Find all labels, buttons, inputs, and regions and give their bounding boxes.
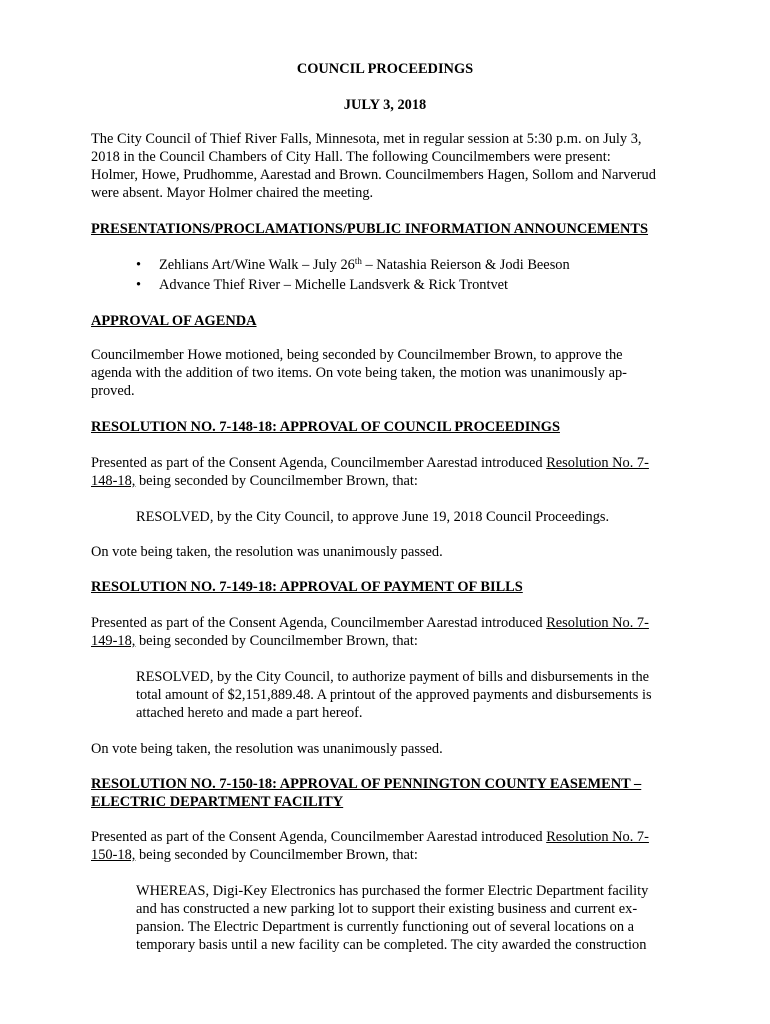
res149-heading: RESOLUTION NO. 7-149-18: APPROVAL OF PAYMENT OF BILLS <box>91 579 523 595</box>
resolution-link: Resolution No. 7- <box>546 455 649 471</box>
resolved-line: attached hereto and made a part hereof. <box>136 705 363 721</box>
bullet-icon: • <box>136 257 142 273</box>
res148-intro <box>91 454 691 490</box>
intro-paragraph <box>91 130 691 202</box>
item-text: Advance Thief River – Michelle Landsverk & Rick Trontvet <box>159 277 509 293</box>
intro-text: being seconded by Councilmember Brown, that: <box>135 847 418 863</box>
intro-text: being seconded by Councilmember Brown, that: <box>135 633 418 649</box>
agenda-line: Councilmember Howe motioned, being seconded by Councilmember Brown, to approve the <box>91 347 623 363</box>
res150-whereas <box>136 882 691 954</box>
res148-resolved: RESOLVED, by the City Council, to approve June 19, 2018 Council Proceedings. <box>136 509 610 525</box>
agenda-line: agenda with the addition of two items. On vote being taken, the motion was unanimously ap- <box>91 365 627 381</box>
res149-resolved <box>136 668 691 722</box>
intro-text: Presented as part of the Consent Agenda, Councilmember Aarestad introduced <box>91 615 547 631</box>
intro-text: Presented as part of the Consent Agenda, Councilmember Aarestad introduced <box>91 455 547 471</box>
whereas-line: and has constructed a new parking lot to support their existing business and current ex- <box>136 901 638 917</box>
resolved-line: RESOLVED, by the City Council, to authorize payment of bills and disbursements in the <box>136 669 650 685</box>
res150-heading <box>91 775 691 811</box>
whereas-line: WHEREAS, Digi-Key Electronics has purchased the former Electric Department facility <box>136 883 649 899</box>
intro-line: were absent. Mayor Holmer chaired the meeting. <box>91 185 374 201</box>
item-text: Zehlians Art/Wine Walk – July 26 <box>159 257 355 273</box>
intro-line: The City Council of Thief River Falls, Minnesota, met in regular session at 5:30 p.m. on July 3, <box>91 131 642 147</box>
bullet-icon: • <box>136 277 142 293</box>
res149-intro <box>91 614 691 650</box>
intro-line: Holmer, Howe, Prudhomme, Aarestad and Brown. Councilmembers Hagen, Sollom and Narverud <box>91 167 656 183</box>
heading-line: RESOLUTION NO. 7-150-18: APPROVAL OF PENNINGTON COUNTY EASEMENT – <box>91 776 642 792</box>
res148-vote: On vote being taken, the resolution was unanimously passed. <box>91 544 443 560</box>
resolution-link: 150-18, <box>91 847 136 863</box>
item-text: – Natashia Reierson & Jodi Beeson <box>361 257 570 273</box>
heading-line: ELECTRIC DEPARTMENT FACILITY <box>91 794 344 810</box>
list-item <box>136 256 570 276</box>
presentations-heading: PRESENTATIONS/PROCLAMATIONS/PUBLIC INFORMATION ANNOUNCEMENTS <box>91 221 649 237</box>
resolution-link: Resolution No. 7- <box>546 829 649 845</box>
intro-line: 2018 in the Council Chambers of City Hall. The following Councilmembers were present: <box>91 149 611 165</box>
res150-intro <box>91 828 691 864</box>
document-title: COUNCIL PROCEEDINGS <box>296 61 474 77</box>
resolution-link: Resolution No. 7- <box>546 615 649 631</box>
document-date: JULY 3, 2018 <box>343 97 427 113</box>
presentations-list <box>136 256 570 296</box>
res148-heading: RESOLUTION NO. 7-148-18: APPROVAL OF COUNCIL PROCEEDINGS <box>91 419 560 435</box>
intro-text: being seconded by Councilmember Brown, that: <box>135 473 418 489</box>
resolved-line: total amount of $2,151,889.48. A printout of the approved payments and disbursements is <box>136 687 652 703</box>
ordinal-suffix: th <box>354 256 362 266</box>
agenda-line: proved. <box>91 383 135 399</box>
intro-text: Presented as part of the Consent Agenda, Councilmember Aarestad introduced <box>91 829 547 845</box>
resolution-link: 149-18, <box>91 633 136 649</box>
agenda-paragraph <box>91 346 691 400</box>
resolution-link: 148-18, <box>91 473 136 489</box>
agenda-heading: APPROVAL OF AGENDA <box>91 313 257 329</box>
whereas-line: temporary basis until a new facility can be completed. The city awarded the construction <box>136 937 647 953</box>
list-item <box>136 276 570 296</box>
whereas-line: pansion. The Electric Department is currently functioning out of several locations on a <box>136 919 635 935</box>
res149-vote: On vote being taken, the resolution was unanimously passed. <box>91 741 443 757</box>
